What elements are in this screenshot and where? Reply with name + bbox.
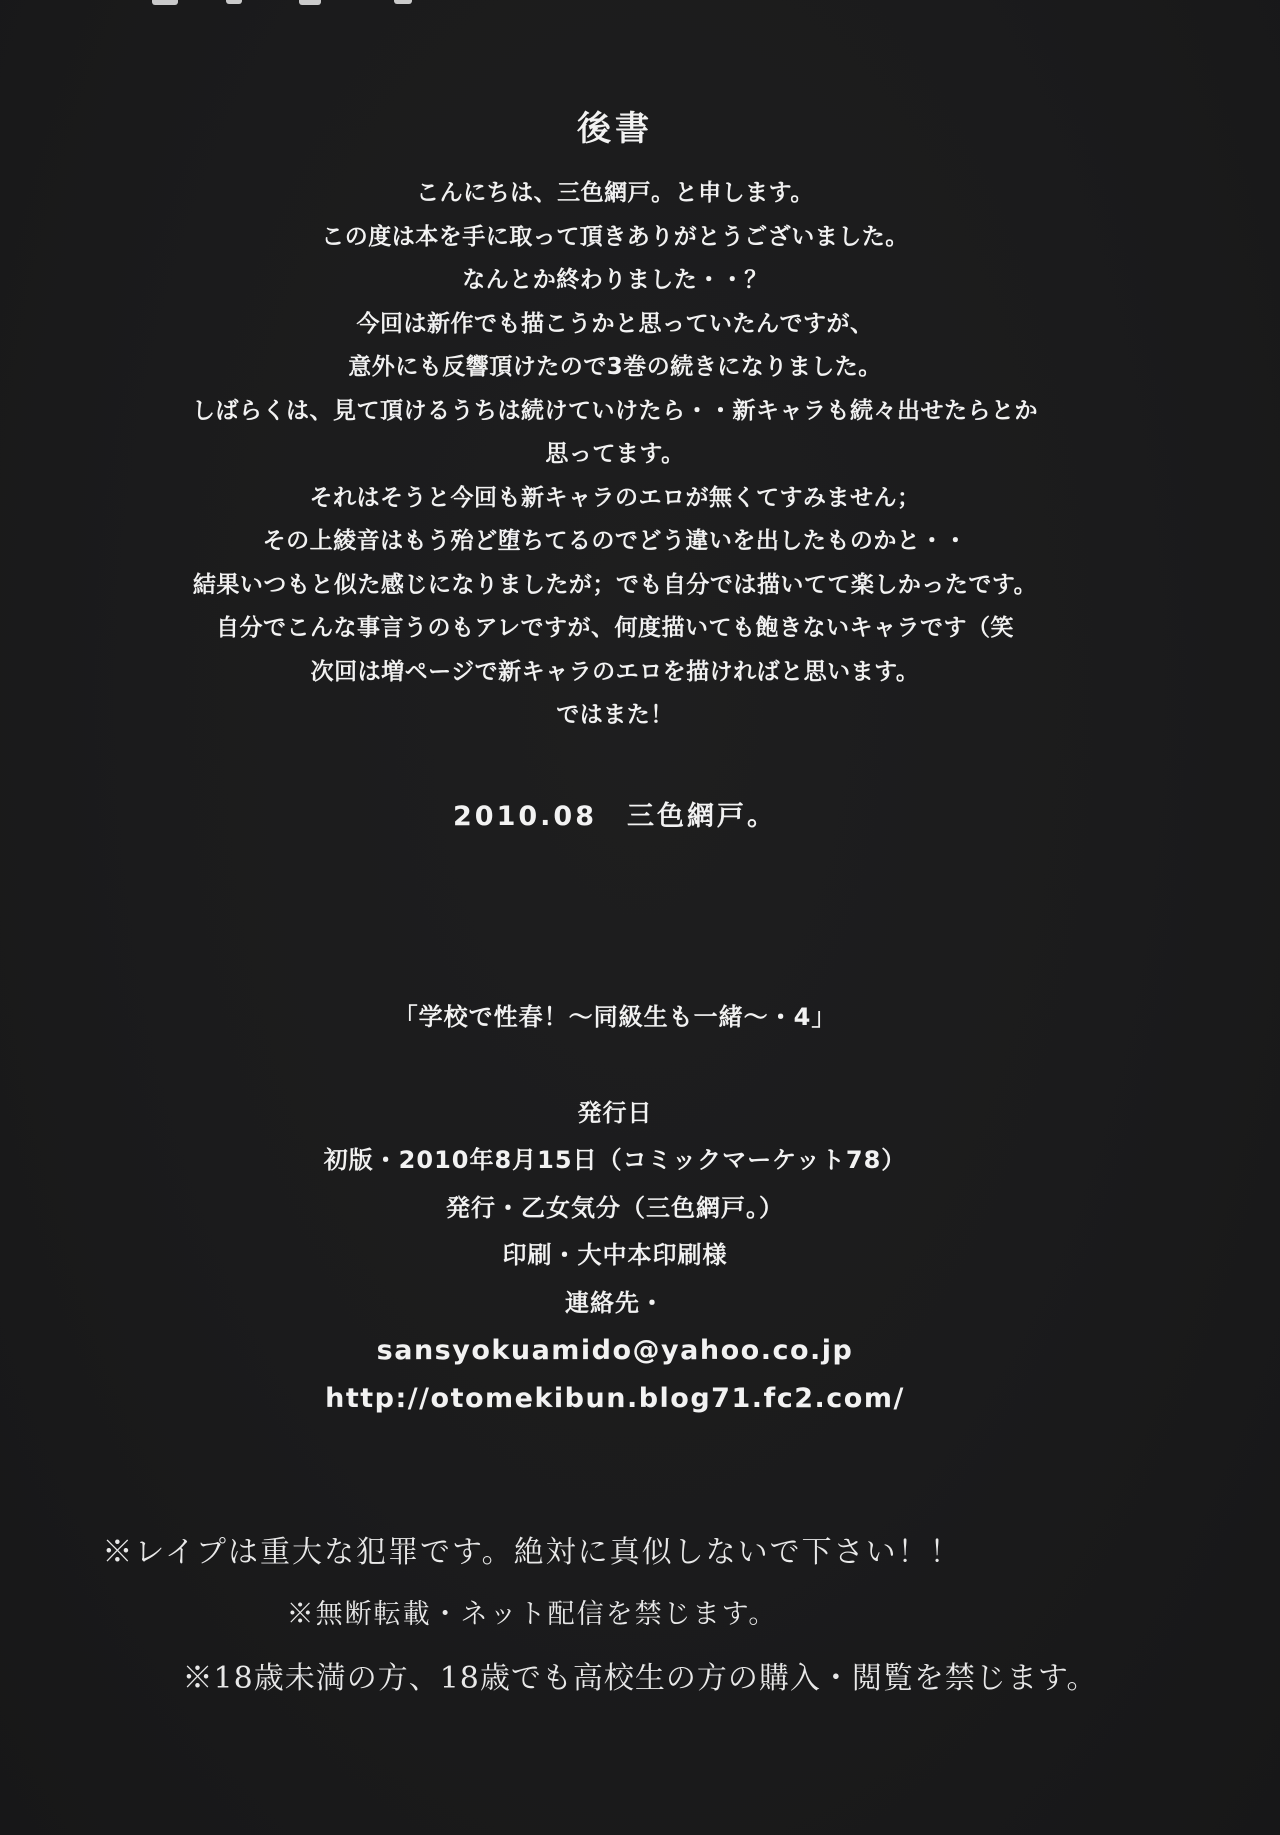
signoff-date: 2010.08 <box>453 800 597 832</box>
warning-line: ※無断転載・ネット配信を禁じます。 <box>286 1599 778 1630</box>
afterword-line: 次回は増ページで新キャラのエロを描ければと思います。 <box>310 658 920 685</box>
afterword-line: 思ってます。 <box>545 441 685 467</box>
afterword-line: この度は本を手に取って頂きありがとうございました。 <box>321 223 909 250</box>
colophon-line: 発行・乙女気分（三色網戸。） <box>446 1193 784 1222</box>
site-url: http://otomekibun.blog71.fc2.com/ <box>325 1382 905 1414</box>
afterword-line: 結果いつもと似た感じになりましたが；でも自分では描いてて楽しかったです。 <box>192 571 1038 598</box>
scan-artifact <box>226 0 242 4</box>
afterword-line: 今回は新作でも描こうかと思っていたんですが、 <box>356 310 874 337</box>
contact-email: sansyokuamido@yahoo.co.jp <box>376 1335 854 1366</box>
warning-line: ※レイプは重大な犯罪です。絶対に真似しないで下さい！！ <box>102 1535 962 1570</box>
book-title: 「学校で性春！～同級生も一緒～・4」 <box>393 1002 837 1031</box>
afterword-line: その上綾音はもう殆ど堕ちてるのでどう違いを出したものかと・・ <box>262 528 968 554</box>
colophon-line: 印刷・大中本印刷様 <box>502 1241 728 1269</box>
page-title: 後書 <box>577 109 653 149</box>
warnings-block <box>0 1532 1230 1700</box>
afterword-line: 意外にも反響頂けたので3巻の続きになりました。 <box>348 354 882 380</box>
afterword-line: それはそうと今回も新キャラのエロが無くてすみません； <box>309 484 921 511</box>
warning-line: ※18歳未満の方、18歳でも高校生の方の購入・閲覧を禁じます。 <box>182 1661 1098 1696</box>
signoff-line <box>0 800 1230 834</box>
afterword-line: 自分でこんな事言うのもアレですが、何度描いても飽きないキャラです（笑 <box>215 615 1015 641</box>
afterword-line: しばらくは、見て頂けるうちは続けていけたら・・新キャラも続々出せたらとか <box>192 397 1038 424</box>
afterword-body <box>0 172 1230 738</box>
colophon <box>0 1090 1230 1423</box>
signoff-author: 三色網戸。 <box>626 800 777 832</box>
colophon-heading: 発行日 <box>577 1098 653 1127</box>
colophon-line: 初版・2010年8月15日（コミックマーケット78） <box>323 1146 907 1174</box>
colophon-line: 連絡先・ <box>565 1288 665 1317</box>
scan-artifact <box>299 0 321 5</box>
afterword-line: こんにちは、三色網戸。と申します。 <box>416 180 814 206</box>
scan-artifact <box>152 0 178 5</box>
afterword-line: なんとか終わりました・・？ <box>462 267 768 293</box>
scan-artifact <box>394 0 412 4</box>
afterword-line: ではまた！ <box>556 702 674 728</box>
